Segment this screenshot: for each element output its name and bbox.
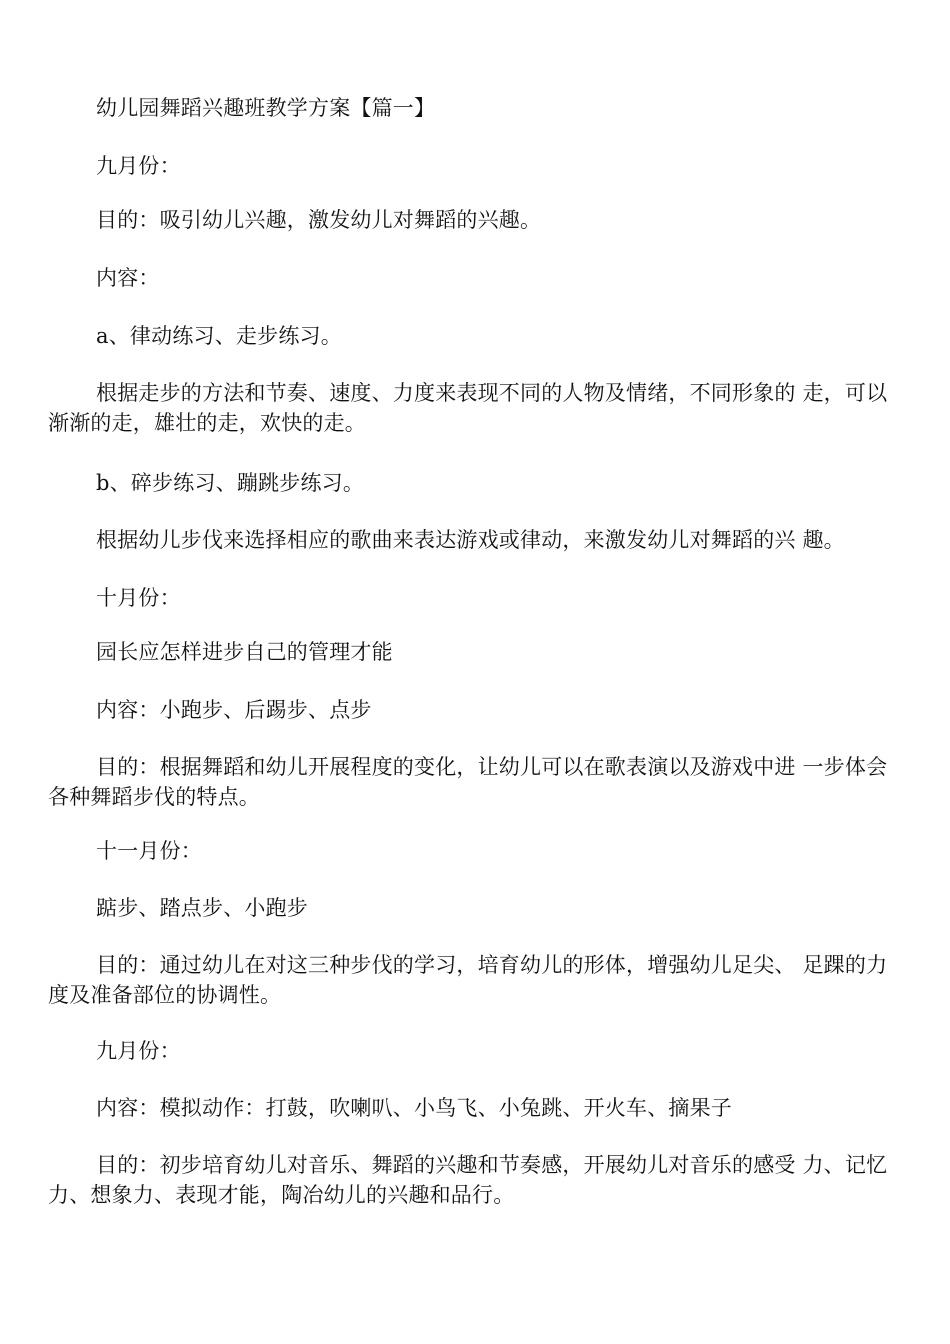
paragraph-item-b: b、碎步练习、蹦跳步练习。 xyxy=(96,471,365,495)
paragraph-content: 内容： xyxy=(96,266,160,290)
paragraph-september-2: 九月份： xyxy=(96,1039,181,1063)
paragraph-october: 十月份： xyxy=(96,586,181,610)
paragraph-oct-content: 内容：小跑步、后踢步、点步 xyxy=(96,698,372,722)
paragraph-sep-purpose: 目的：初步培育幼儿对音乐、舞蹈的兴趣和节奏感，开展幼儿对音乐的感受 力、记忆力、想象力、表现才能，陶冶幼儿的兴趣和品行。 xyxy=(48,1153,888,1207)
paragraph-oct-purpose: 目的：根据舞蹈和幼儿开展程度的变化，让幼儿可以在歌表演以及游戏中进 一步体会各种舞蹈步伐的特点。 xyxy=(48,755,888,809)
paragraph-sep-content: 内容：模拟动作：打鼓，吹喇叭、小鸟飞、小兔跳、开火车、摘果子 xyxy=(96,1096,732,1120)
document-title: 幼儿园舞蹈兴趣班教学方案【篇一】 xyxy=(96,96,436,120)
paragraph-nov-purpose: 目的：通过幼儿在对这三种步伐的学习，培育幼儿的形体，增强幼儿足尖、 足踝的力度及准备部位的协调性。 xyxy=(48,953,888,1007)
paragraph-nov-steps: 踮步、踏点步、小跑步 xyxy=(96,896,308,920)
paragraph-item-a: a、律动练习、走步练习。 xyxy=(96,324,342,348)
paragraph-step-detail: 根据幼儿步伐来选择相应的歌曲来表达游戏或律动，来激发幼儿对舞蹈的兴 趣。 xyxy=(96,528,845,552)
paragraph-management: 园长应怎样进步自己的管理才能 xyxy=(96,640,393,664)
paragraph-walk-detail: 根据走步的方法和节奏、速度、力度来表现不同的人物及情绪，不同形象的 走，可以渐渐的走，雄壮的走，欢快的走。 xyxy=(48,381,888,435)
paragraph-september: 九月份： xyxy=(96,154,181,178)
paragraph-november: 十一月份： xyxy=(96,839,202,863)
paragraph-purpose: 目的：吸引幼儿兴趣，激发幼儿对舞蹈的兴趣。 xyxy=(96,208,542,232)
